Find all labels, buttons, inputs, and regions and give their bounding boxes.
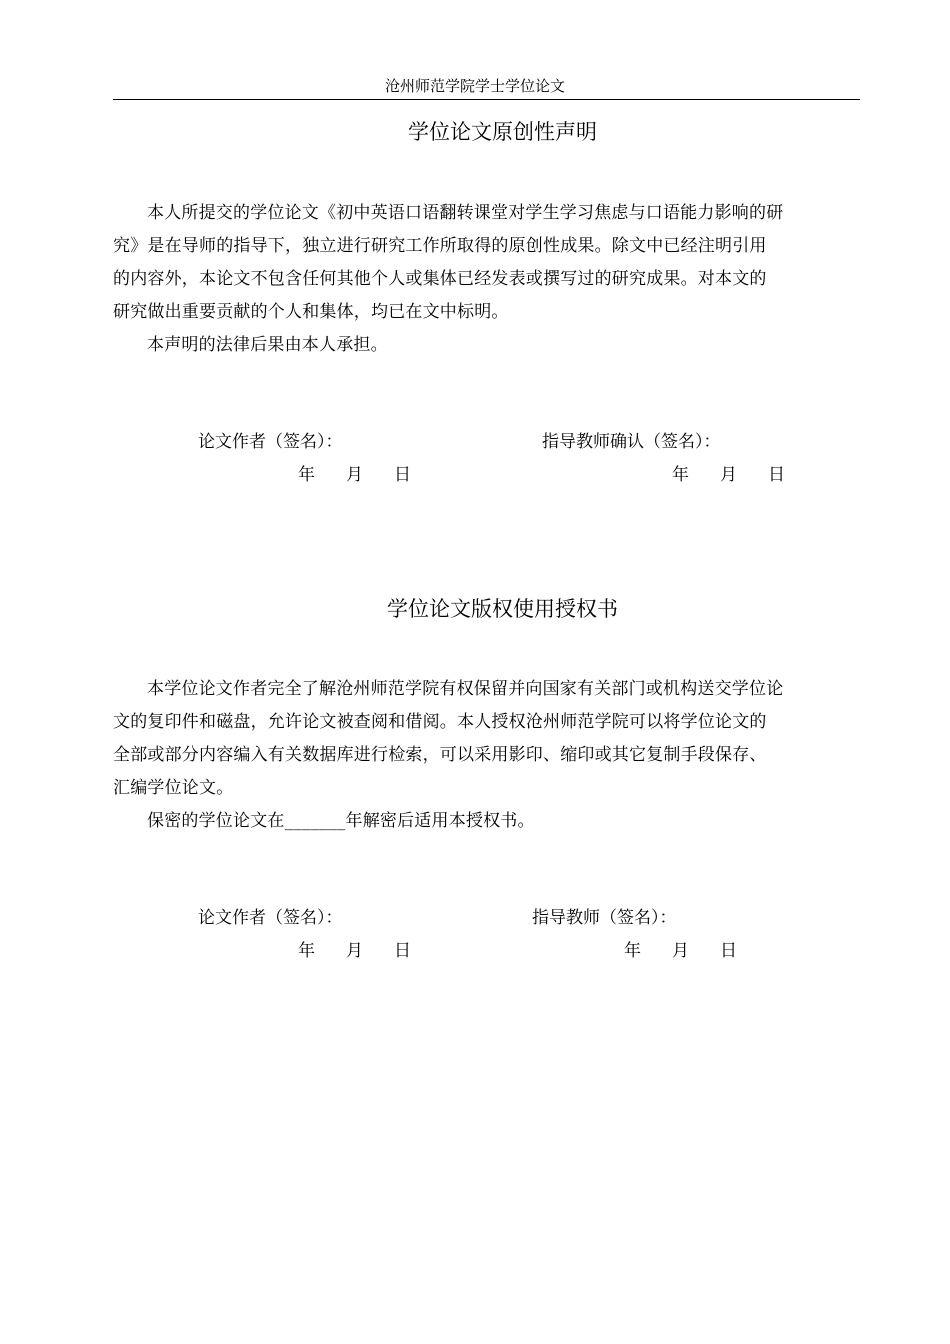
originality-line-1: 本人所提交的学位论文《初中英语口语翻转课堂对学生学习焦虑与口语能力影响的研	[147, 203, 784, 223]
originality-line-4: 研究做出重要贡献的个人和集体，均已在文中标明。	[113, 302, 509, 322]
authorization-line-1: 本学位论文作者完全了解沧州师范学院有权保留并向国家有关部门或机构送交学位论	[147, 679, 784, 699]
advisor-date-month-1: 月	[720, 465, 737, 485]
advisor-date-year-1: 年	[672, 465, 689, 485]
authorization-line-2: 文的复印件和磁盘，允许论文被查阅和借阅。本人授权沧州师范学院可以将学位论文的	[113, 712, 767, 732]
author-date-year-2: 年	[298, 941, 315, 961]
author-signature-label-2: 论文作者（签名）：	[198, 908, 343, 928]
advisor-confirm-signature-label: 指导教师确认（签名）：	[542, 432, 721, 452]
author-date-month-1: 月	[346, 465, 363, 485]
originality-line-2: 究》是在导师的指导下，独立进行研究工作所取得的原创性成果。除文中已经注明引用	[113, 236, 767, 256]
originality-line-3: 的内容外，本论文不包含任何其他个人或集体已经发表或撰写过的研究成果。对本文的	[113, 269, 767, 289]
advisor-signature-label: 指导教师（签名）：	[532, 908, 677, 928]
authorization-line-5: 保密的学位论文在_______年解密后适用本授权书。	[147, 811, 535, 831]
advisor-date-year-2: 年	[624, 941, 641, 961]
author-date-month-2: 月	[346, 941, 363, 961]
advisor-date-day-1: 日	[768, 465, 785, 485]
copyright-authorization-title: 学位论文版权使用授权书	[387, 597, 618, 621]
author-date-day-1: 日	[394, 465, 411, 485]
header-rule	[113, 99, 860, 100]
advisor-date-day-2: 日	[720, 941, 737, 961]
advisor-date-month-2: 月	[672, 941, 689, 961]
authorization-line-3: 全部或部分内容编入有关数据库进行检索，可以采用影印、缩印或其它复制手段保存、	[113, 745, 767, 765]
author-signature-label-1: 论文作者（签名）：	[198, 432, 343, 452]
originality-statement-title: 学位论文原创性声明	[408, 120, 597, 144]
author-date-year-1: 年	[298, 465, 315, 485]
authorization-line-4: 汇编学位论文。	[113, 778, 234, 798]
running-header: 沧州师范学院学士学位论文	[384, 77, 565, 95]
author-date-day-2: 日	[394, 941, 411, 961]
originality-line-5: 本声明的法律后果由本人承担。	[147, 335, 388, 355]
